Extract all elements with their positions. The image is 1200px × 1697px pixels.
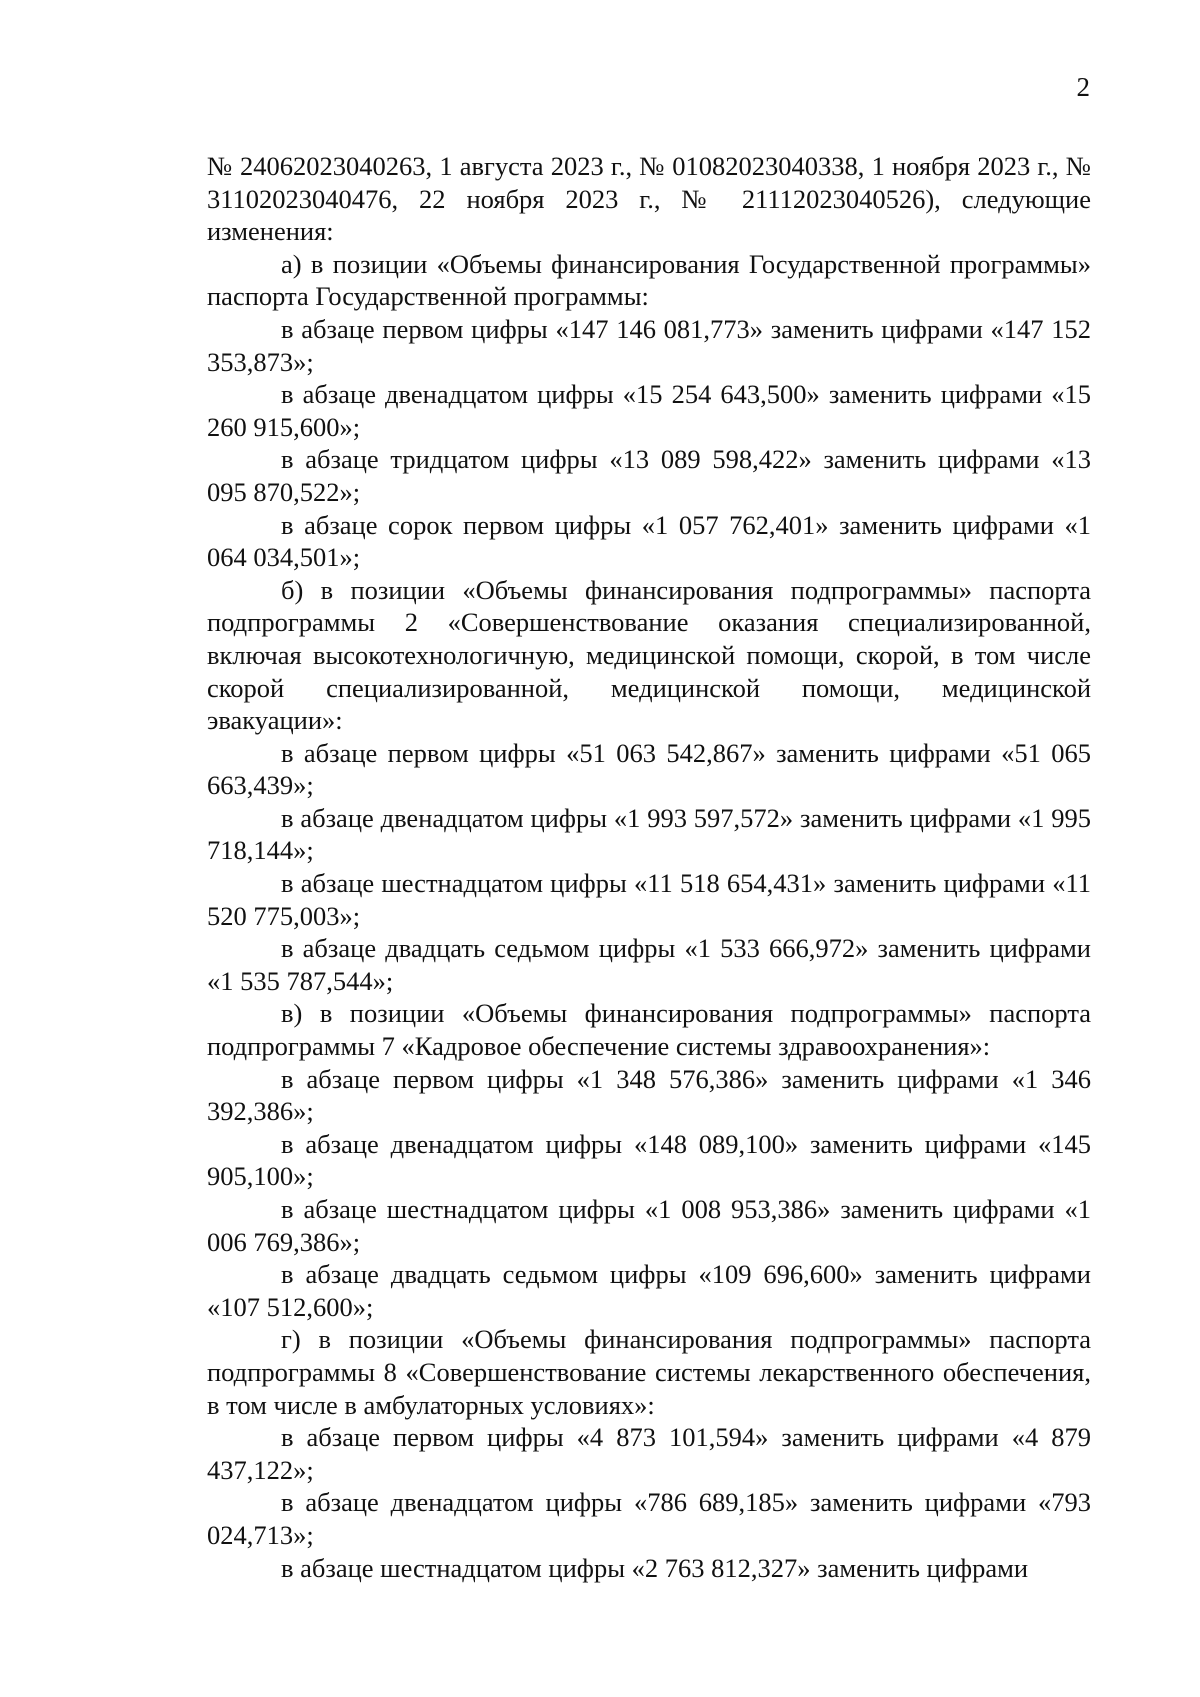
paragraph-amendment: в абзаце сорок первом цифры «1 057 762,401» заменить цифрами «1 064 034,501»; bbox=[207, 509, 1091, 573]
paragraph-amendment: в абзаце двадцать седьмом цифры «109 696,600» заменить цифрами «107 512,600»; bbox=[207, 1259, 1091, 1322]
paragraph-continuation: № 24062023040263, 1 августа 2023 г., № 01082023040338, 1 ноября 2023 г., № 31102023040476, 22 ноября 2023 г., № 21112023040526), следующие изменения: bbox=[207, 151, 1091, 247]
paragraph-item-g: г) в позиции «Объемы финансирования подпрограммы» паспорта подпрограммы 8 «Совершенствование системы лекарственного обеспечения, в том числе в амбулаторных условиях»: bbox=[207, 1324, 1091, 1420]
paragraph-amendment: в абзаце первом цифры «4 873 101,594» заменить цифрами «4 879 437,122»; bbox=[207, 1422, 1091, 1485]
paragraph-item-a: а) в позиции «Объемы финансирования Государственной программы» паспорта Государственной программы: bbox=[207, 248, 1091, 312]
paragraph-amendment: в абзаце первом цифры «1 348 576,386» заменить цифрами «1 346 392,386»; bbox=[207, 1063, 1091, 1127]
page-number: 2 bbox=[1076, 72, 1090, 102]
paragraph-amendment: в абзаце шестнадцатом цифры «1 008 953,386» заменить цифрами «1 006 769,386»; bbox=[207, 1194, 1091, 1257]
paragraph-item-b: б) в позиции «Объемы финансирования подпрограммы» паспорта подпрограммы 2 «Совершенствование оказания специализированной, включая высокотехнологичную, медицинской помощи, скорой, в том числе скорой специализированной, медицинской помощи, медицинской эвакуации»: bbox=[207, 574, 1091, 736]
paragraph-amendment: в абзаце шестнадцатом цифры «2 763 812,327» заменить цифрами bbox=[281, 1552, 1029, 1583]
paragraph-item-v: в) в позиции «Объемы финансирования подпрограммы» паспорта подпрограммы 7 «Кадровое обеспечение системы здравоохранения»: bbox=[207, 998, 1091, 1062]
paragraph-amendment: в абзаце первом цифры «147 146 081,773» заменить цифрами «147 152 353,873»; bbox=[207, 313, 1091, 377]
paragraph-amendment: в абзаце двенадцатом цифры «1 993 597,572» заменить цифрами «1 995 718,144»; bbox=[207, 802, 1091, 866]
paragraph-amendment: в абзаце двенадцатом цифры «786 689,185» заменить цифрами «793 024,713»; bbox=[207, 1487, 1091, 1550]
paragraph-amendment: в абзаце двенадцатом цифры «148 089,100» заменить цифрами «145 905,100»; bbox=[207, 1128, 1091, 1192]
paragraph-amendment: в абзаце двадцать седьмом цифры «1 533 666,972» заменить цифрами «1 535 787,544»; bbox=[207, 933, 1091, 996]
paragraph-amendment: в абзаце шестнадцатом цифры «11 518 654,431» заменить цифрами «11 520 775,003»; bbox=[207, 868, 1091, 931]
document-body bbox=[207, 150, 1091, 1584]
paragraph-amendment: в абзаце тридцатом цифры «13 089 598,422» заменить цифрами «13 095 870,522»; bbox=[207, 444, 1091, 507]
paragraph-amendment: в абзаце первом цифры «51 063 542,867» заменить цифрами «51 065 663,439»; bbox=[207, 737, 1091, 801]
paragraph-amendment: в абзаце двенадцатом цифры «15 254 643,500» заменить цифрами «15 260 915,600»; bbox=[207, 379, 1091, 442]
